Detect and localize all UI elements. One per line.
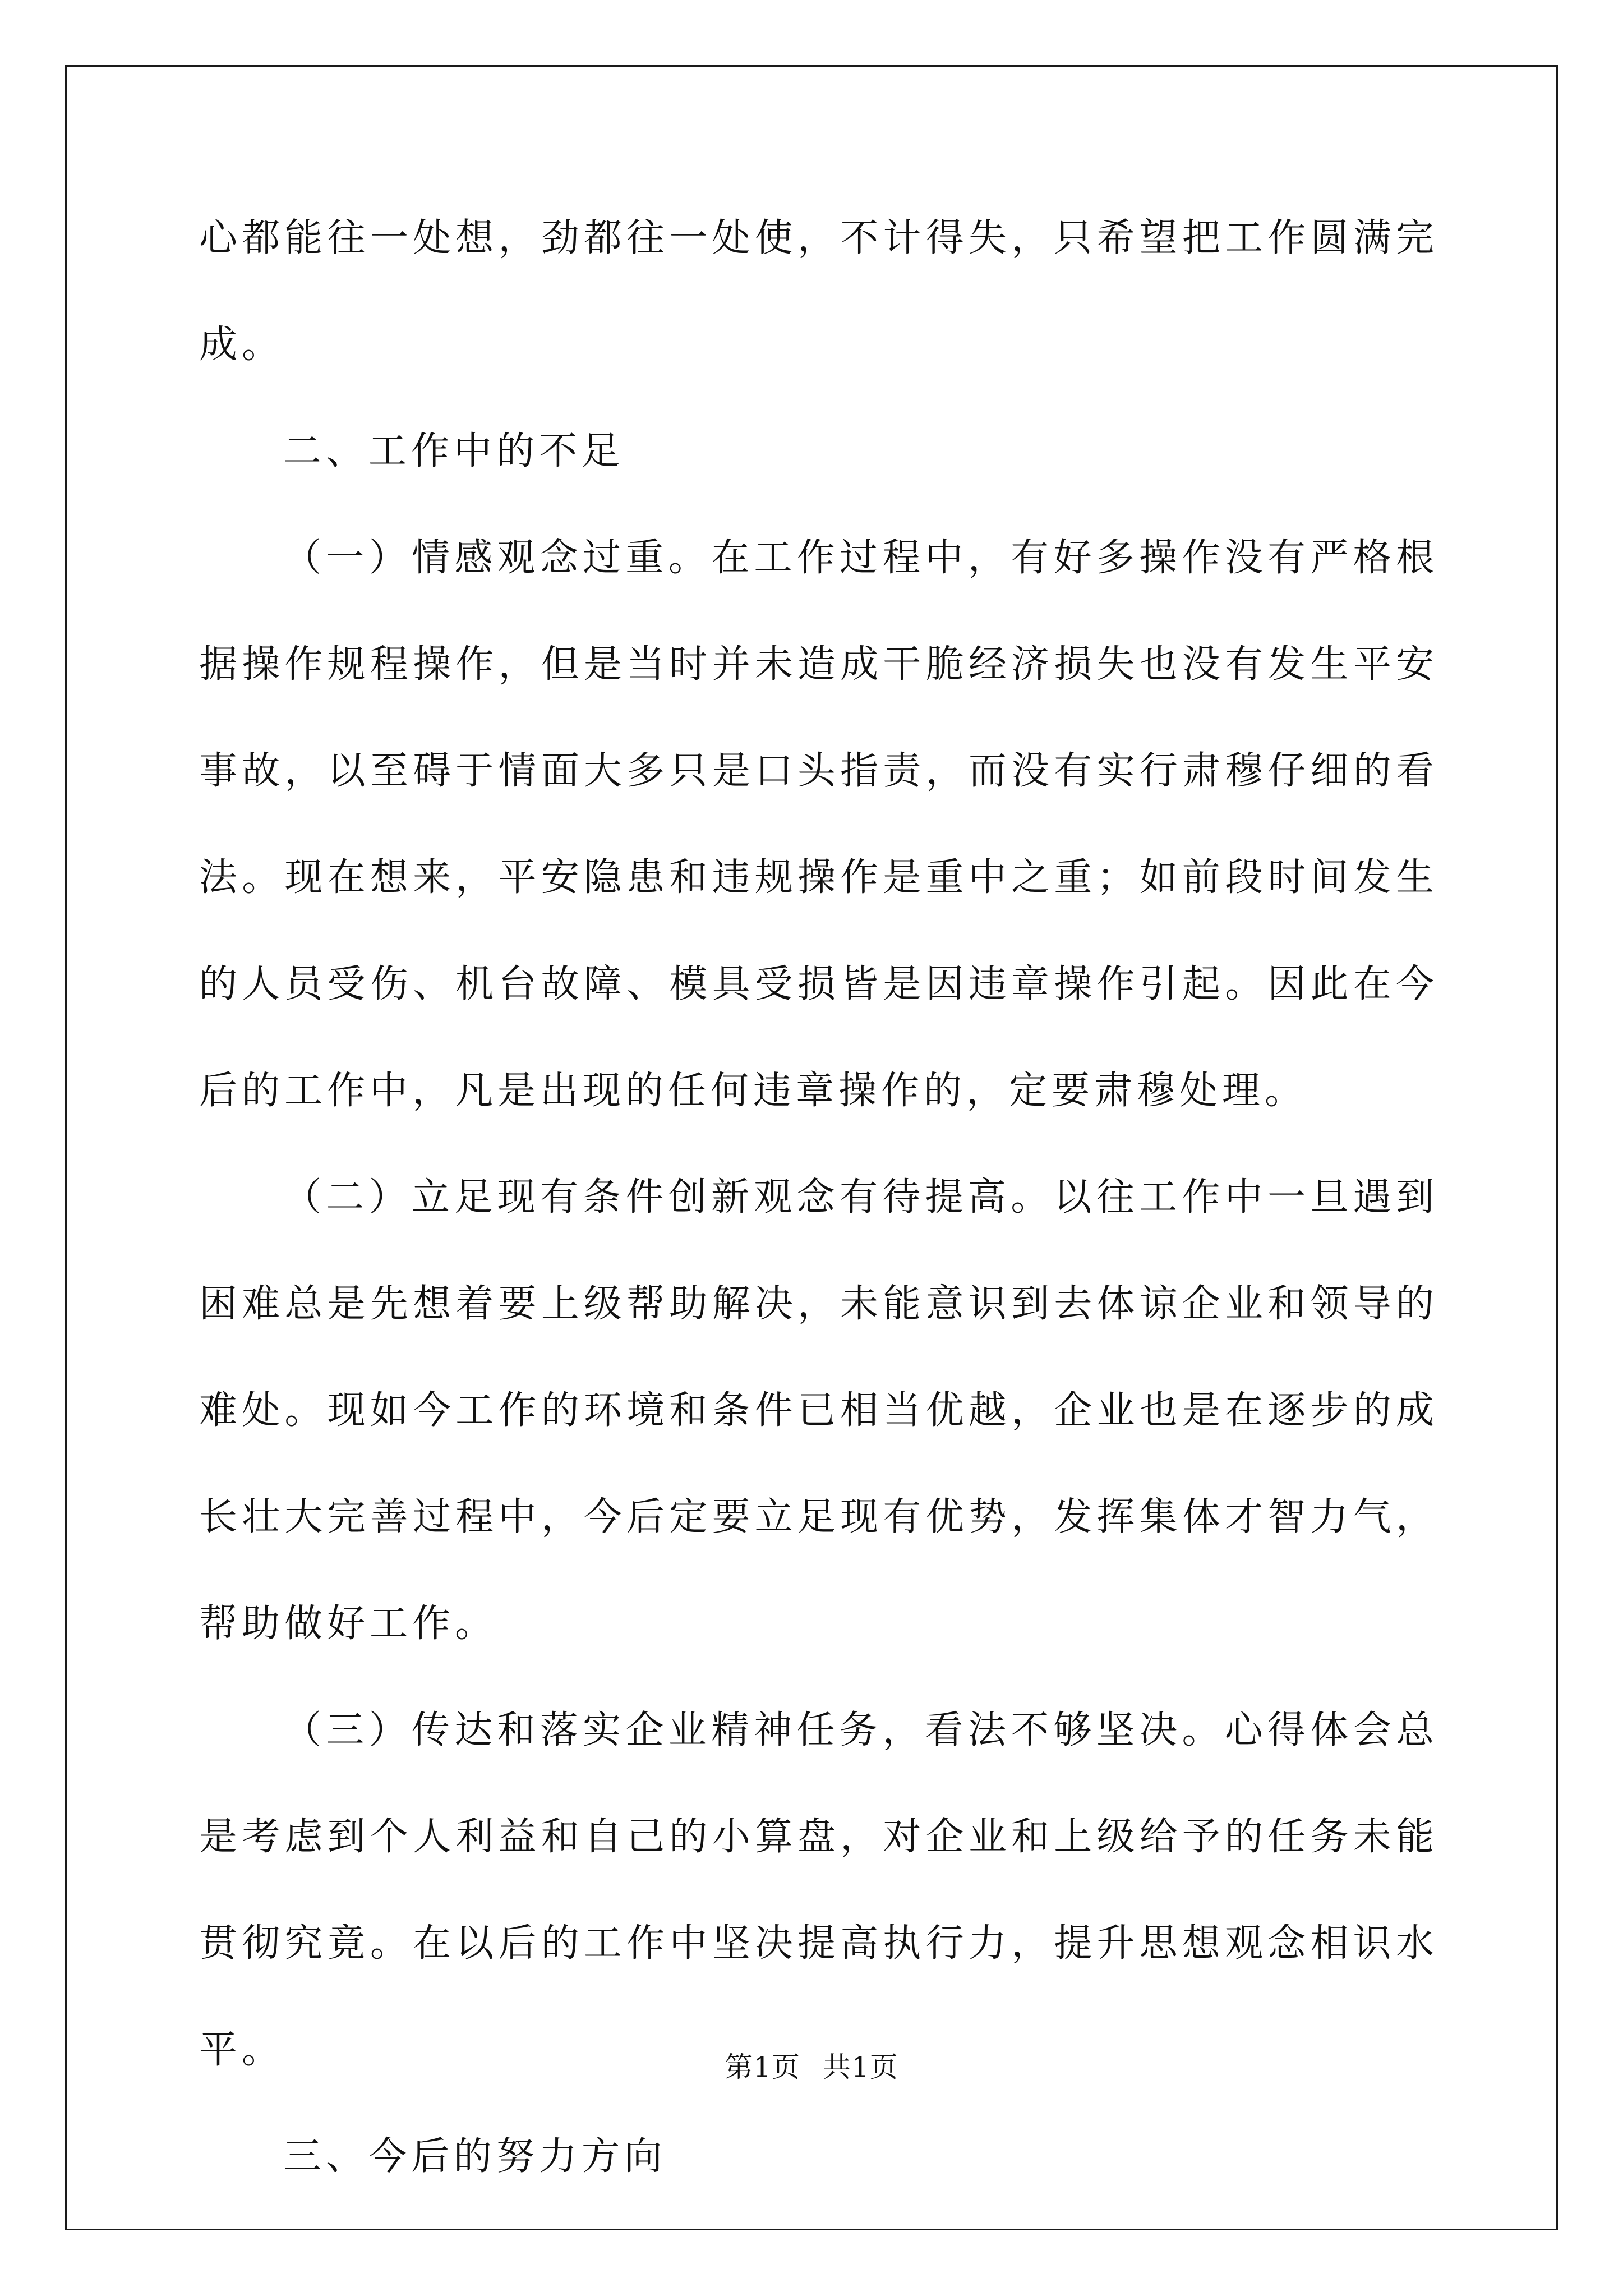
paragraph-shortcoming-2: （二）立足现有条件创新观念有待提高。以往工作中一旦遇到困难总是先想着要上级帮助解决，未能意识到去体谅企业和领导的难处。现如今工作的环境和条件已相当优越，企业也是在逐步的成长壮大完善过程中，今后定要立足现有优势，发挥集体才智力气，帮助做好工作。	[199, 1175, 1438, 1646]
section-heading-future-direction: 三、今后的努力方向	[283, 2134, 667, 2179]
paragraph-continuation: 心都能往一处想，劲都往一处使，不计得失，只希望把工作圆满完成。	[199, 216, 1438, 367]
paragraph-shortcoming-1: （一）情感观念过重。在工作过程中，有好多操作没有严格根据操作规程操作，但是当时并未造成干脆经济损失也没有发生平安事故，以至碍于情面大多只是口头指责，而没有实行肃穆仔细的看法。现在想来，平安隐患和违规操作是重中之重；如前段时间发生的人员受伤、机台故障、模具受损皆是因违章操作引起。因此在今后的工作中，凡是出现的任何违章操作的，定要肃穆处理。	[199, 536, 1438, 1113]
section-heading-shortcomings: 二、工作中的不足	[283, 429, 625, 473]
page-footer	[0, 2045, 1623, 2085]
page-number-current: 第1页	[725, 2051, 800, 2083]
document-body	[199, 185, 1438, 2210]
paragraph-shortcoming-3: （三）传达和落实企业精神任务，看法不够坚决。心得体会总是考虑到个人利益和自己的小算盘，对企业和上级给予的任务未能贯彻究竟。在以后的工作中坚决提高执行力，提升思想观念相识水平。	[199, 1708, 1438, 2072]
page-number-total: 共1页	[823, 2051, 898, 2083]
